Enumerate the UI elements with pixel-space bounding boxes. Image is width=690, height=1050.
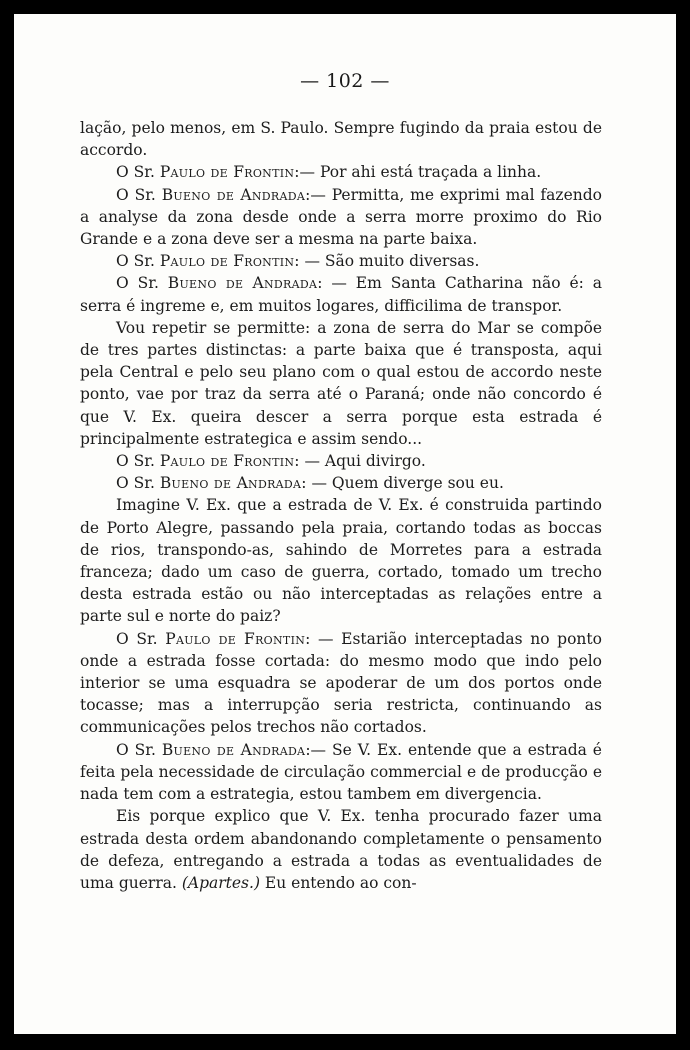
speaker-prefix: O Sr. (116, 274, 168, 293)
speech-paragraph (80, 739, 602, 806)
page-number: — 102 — (300, 70, 390, 92)
speaker-prefix: O Sr. (116, 474, 160, 493)
speech-paragraph (80, 472, 602, 494)
speaker-prefix: O Sr. (116, 163, 160, 182)
speaker-prefix: O Sr. (116, 629, 166, 648)
speaker-name: Paulo de Frontin (159, 252, 295, 271)
speech-text: :— Permitta, me exprimi mal fazendo a analyse da zona desde onde a serra morre proximo do Rio Grande e a zona deve ser a mesma na parte baixa. (80, 185, 602, 249)
paragraph-text: Eis porque explico que V. Ex. tenha procurado fazer uma estrada desta ordem abandonando completamente o pensamento de defeza, entregando a estrada a todas as eventualidades de uma guerra. (80, 807, 602, 892)
paragraph (80, 805, 602, 894)
speech-text: : — Em Santa Catharina não é: a serra é ingreme e, em muitos logares, difficilima de transpor. (80, 274, 602, 315)
speech-text: : — Quem diverge sou eu. (301, 474, 504, 493)
speaker-name: Bueno de Andrada (161, 185, 306, 204)
speech-text: : — Aqui divirgo. (294, 452, 426, 471)
speaker-name: Paulo de Frontin (159, 452, 295, 471)
apartes-note: (Apartes.) (181, 873, 260, 892)
speech-text: :— Se V. Ex. entende que a estrada é feita pela necessidade de circulação commercial e de producção e nada tem com a estrategia, estou tambem em divergencia. (80, 740, 602, 804)
speech-paragraph (80, 272, 602, 316)
speech-text: : — Estarião interceptadas no ponto onde a estrada fosse cortada: do mesmo modo que indo pelo interior se uma esquadra se apoderar de um dos portos onde tocasse; mas a interrupção seria restricta, continuando as communicações pelos trechos não cortados. (80, 629, 602, 737)
book-page (14, 14, 676, 1034)
speech-text: :— Por ahi está traçada a linha. (294, 163, 542, 182)
paragraph (80, 317, 602, 450)
paragraph (80, 494, 602, 627)
paragraph-text: Imagine V. Ex. que a estrada de V. Ex. é construida partindo de Porto Alegre, passando pela praia, cortando todas as boccas de rios, transpondo-as, sahindo de Morretes para a estrada franceza; dado um caso de guerra, cortado, tomado um trecho desta estrada estão ou não interceptadas as relações entre a parte sul e norte do paiz? (80, 496, 602, 626)
speech-paragraph (80, 628, 602, 739)
speaker-name: Paulo de Frontin (159, 163, 295, 182)
speaker-name: Bueno de Andrada (159, 474, 302, 493)
paragraph-text: Vou repetir se permitte: a zona de serra do Mar se compõe de tres partes distinctas: a parte baixa que é transposta, aqui pela Central e pelo seu plano com o qual estou de accordo neste ponto, vae por traz da serra até o Paraná; onde não concordo é que V. Ex. queira descer a serra porque esta estrada é principalmente estrategica e assim sendo... (80, 318, 602, 448)
speaker-prefix: O Sr. (116, 252, 160, 271)
speaker-prefix: O Sr. (116, 740, 162, 759)
paragraph (80, 117, 602, 161)
paragraph-tail: Eu entendo ao con- (260, 873, 417, 892)
page-body (80, 117, 602, 894)
speaker-name: Bueno de Andrada (167, 274, 318, 293)
speaker-name: Bueno de Andrada (161, 740, 306, 759)
speech-paragraph (80, 450, 602, 472)
speech-paragraph (80, 184, 602, 251)
speech-text: : — São muito diversas. (294, 252, 480, 271)
speech-paragraph (80, 250, 602, 272)
speaker-prefix: O Sr. (116, 452, 160, 471)
paragraph-text: lação, pelo menos, em S. Paulo. Sempre fugindo da praia estou de accordo. (80, 119, 602, 160)
speaker-prefix: O Sr. (116, 185, 162, 204)
speaker-name: Paulo de Frontin (165, 629, 306, 648)
speech-paragraph (80, 161, 602, 183)
